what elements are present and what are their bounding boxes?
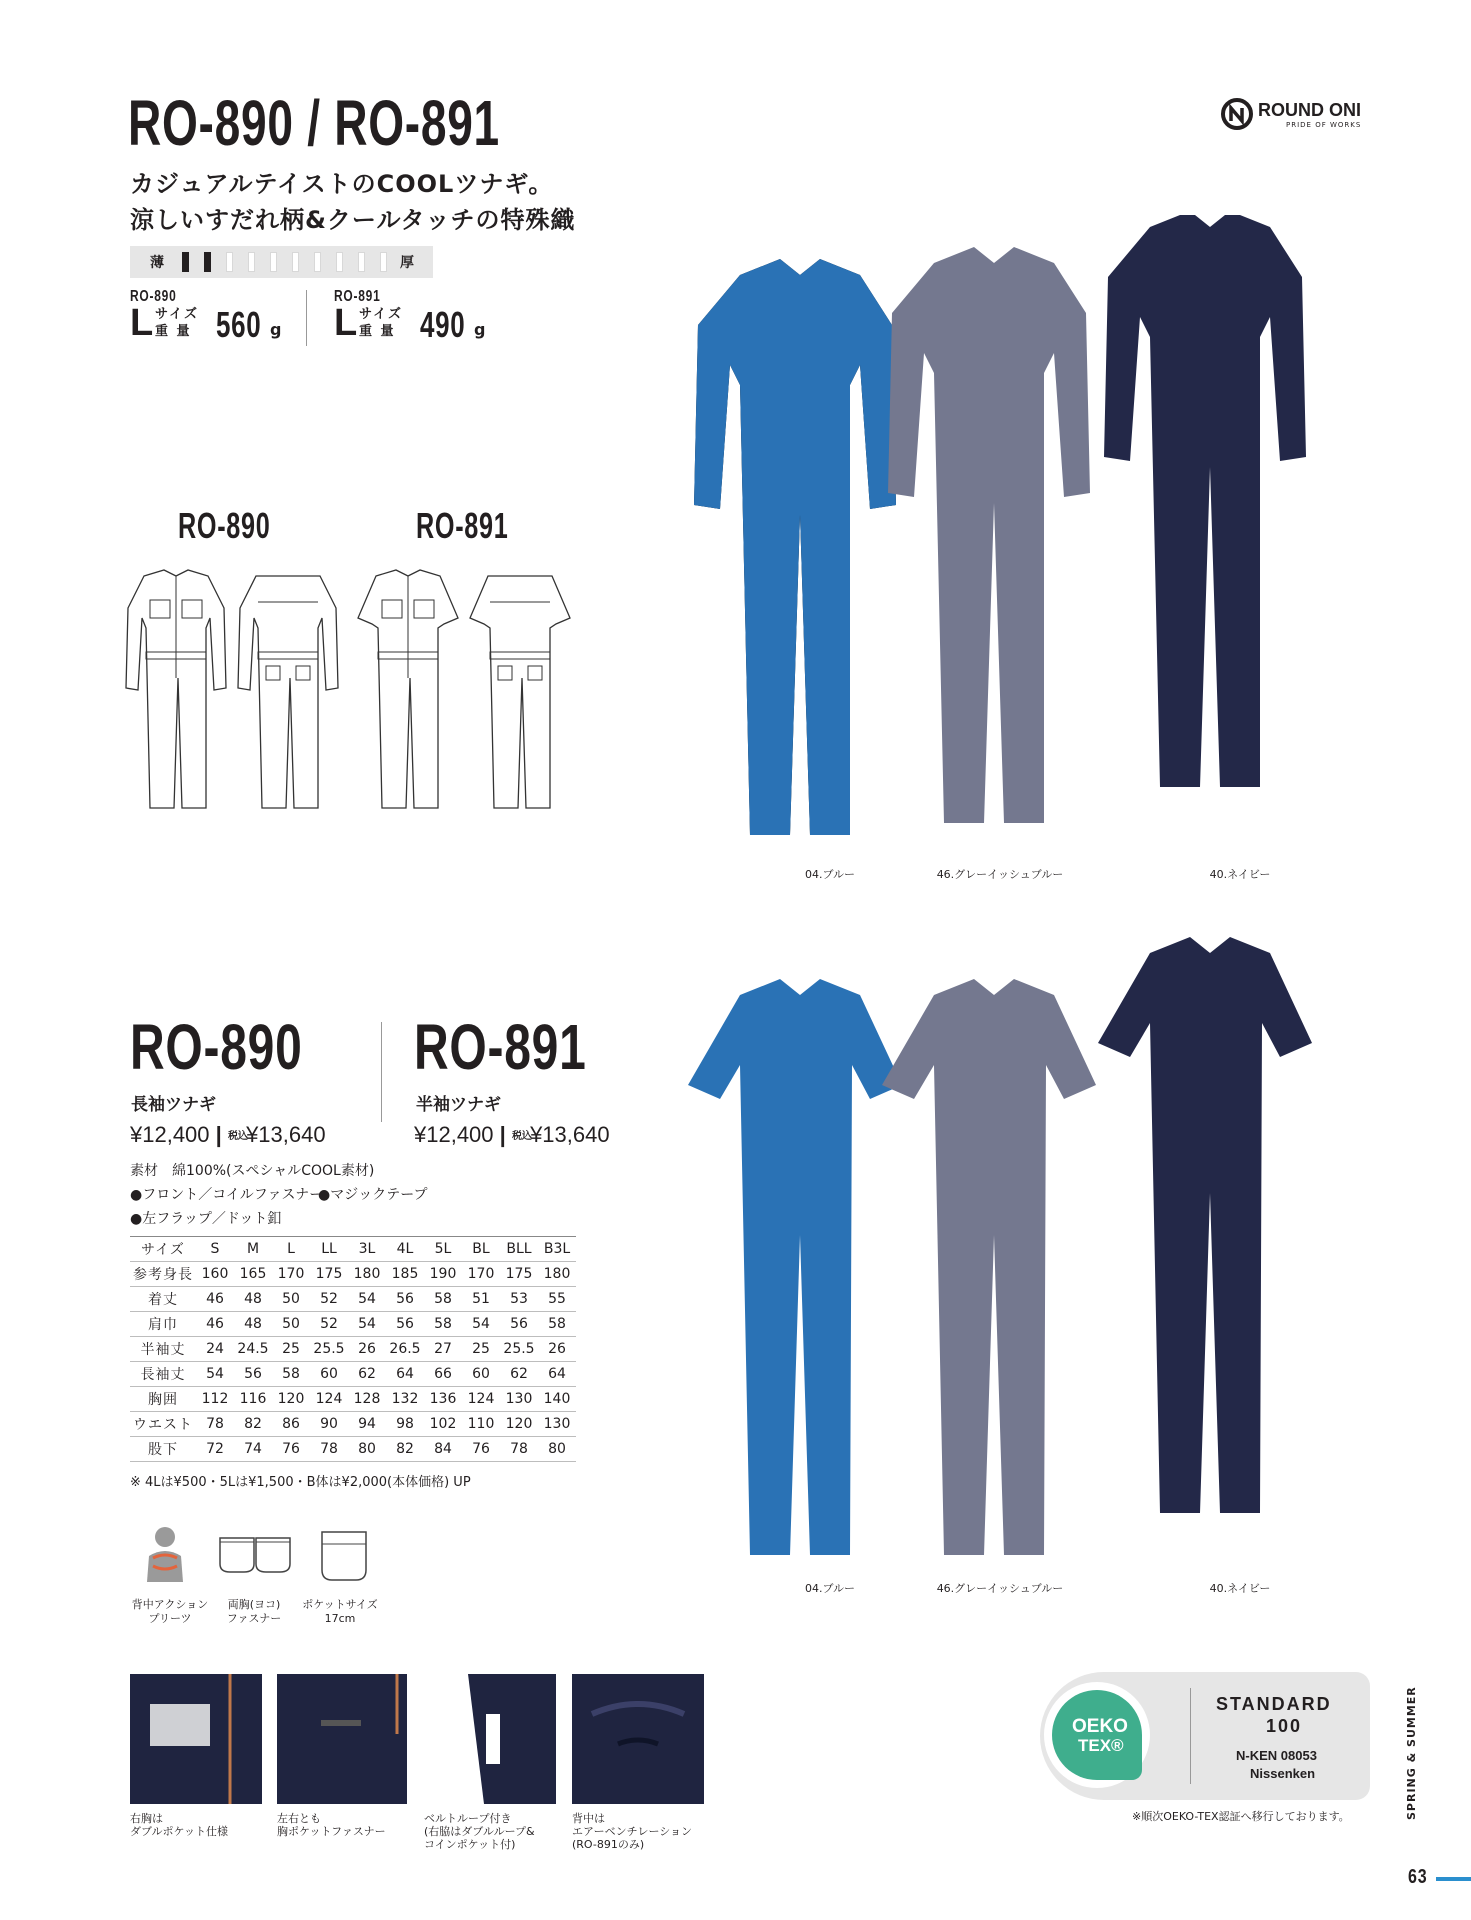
weight-size-label: サイズ [155,307,199,322]
detail-photo-back-vent [572,1674,704,1804]
size-cell: 48 [234,1312,272,1337]
oeko-standard: STANDARD [1216,1694,1332,1714]
size-cell: 130 [538,1412,576,1437]
season-label: SPRING & SUMMER [1405,1686,1418,1820]
weight-label: 重 量 [155,324,192,339]
oeko-note: ※順次OEKO-TEX認証へ移行しております。 [1132,1810,1350,1823]
size-cell: 170 [272,1262,310,1287]
size-cell: 90 [310,1412,348,1437]
tagline-1: カジュアルテイストのCOOLツナギ。 [130,170,554,198]
size-cell: 50 [272,1312,310,1337]
size-cell: 60 [310,1362,348,1387]
size-cell: 82 [386,1437,424,1462]
oeko-code: N-KEN 08053 [1236,1748,1317,1763]
color-caption: 04.ブルー [804,1582,856,1595]
coverall-short-blue [688,979,902,1555]
size-row-label: 長袖丈 [130,1362,196,1387]
size-cell: 64 [538,1362,576,1387]
oeko-standard-number: 100 [1266,1716,1303,1736]
coverall-long-blue [694,259,896,835]
feature-caption-zipper: 両胸(ヨコ) ファスナー [226,1598,282,1625]
oeko-institute: Nissenken [1250,1766,1316,1781]
size-cell: BL [462,1237,500,1262]
product-photos-short-sleeve [670,935,1400,1585]
product-divider [381,1022,382,1122]
weight-model: RO-890 [130,288,177,305]
logo-text: ROUND ONI [1258,100,1361,120]
size-cell: 165 [234,1262,272,1287]
price-tax: ¥13,640 [246,1122,326,1147]
size-cell: 25.5 [500,1337,538,1362]
weight-size-label: サイズ [359,307,403,322]
weight-unit: g [474,320,486,339]
size-cell: 78 [500,1437,538,1462]
size-cell: 120 [500,1412,538,1437]
size-cell: 84 [424,1437,462,1462]
size-table-row [130,1437,576,1462]
flat-sketches [114,568,584,818]
sketch-label-ro891: RO-891 [416,505,509,546]
size-cell: 54 [462,1312,500,1337]
coverall-short-navy [1098,937,1312,1513]
sketch-label-ro890: RO-890 [178,505,271,546]
size-cell: 80 [538,1437,576,1462]
pocket-size-icon [318,1530,370,1582]
oeko-mark-text-2: TEX® [1078,1736,1124,1755]
size-cell: 58 [424,1312,462,1337]
oeko-tex-badge [1040,1672,1370,1800]
size-cell: 185 [386,1262,424,1287]
feature-caption-pocket-size: ポケットサイズ 17cm [302,1598,378,1625]
coverall-long-greyish-blue [888,247,1090,823]
size-cell: 62 [348,1362,386,1387]
size-cell: 136 [424,1387,462,1412]
size-cell: 51 [462,1287,500,1312]
size-cell: 78 [196,1412,234,1437]
size-table-header [130,1237,576,1262]
size-cell: 24.5 [234,1337,272,1362]
size-row-label: ウエスト [130,1412,196,1437]
size-cell: 175 [500,1262,538,1287]
size-cell: 128 [348,1387,386,1412]
size-cell: LL [310,1237,348,1262]
weight-divider [306,290,307,346]
ro891-front-sketch [358,570,458,808]
size-cell: 56 [234,1362,272,1387]
product-name-ro891: 半袖ツナギ [416,1095,501,1115]
thickness-segment [292,252,299,272]
detail-caption-chest-pocket: 右胸は ダブルポケット仕様 [130,1812,229,1838]
page-number-accent [1436,1877,1471,1881]
ro891-back-sketch [470,576,570,808]
size-cell: B3L [538,1237,576,1262]
size-cell: 120 [272,1387,310,1412]
size-cell: S [196,1237,234,1262]
size-row-label: 胸囲 [130,1387,196,1412]
size-cell: 175 [310,1262,348,1287]
weight-model: RO-891 [334,288,381,305]
size-table-row [130,1412,576,1437]
size-table-row [130,1262,576,1287]
size-row-label: 半袖丈 [130,1337,196,1362]
weight-value: 560 [216,304,262,345]
thickness-segment [314,252,321,272]
size-cell: 56 [386,1287,424,1312]
oeko-mark-text-1: OEKO [1072,1716,1128,1737]
weight-size: L [130,302,154,344]
size-cell: 58 [424,1287,462,1312]
size-table-row [130,1312,576,1337]
product-photos-long-sleeve [670,215,1400,850]
size-cell: 46 [196,1312,234,1337]
size-cell: 110 [462,1412,500,1437]
size-cell: 54 [348,1287,386,1312]
size-cell: BLL [500,1237,538,1262]
size-cell: 25 [272,1337,310,1362]
thickness-segment [226,252,233,272]
brand-logo [1220,97,1380,137]
tax-label: 税込 [227,1130,248,1142]
price-tax: ¥13,640 [530,1122,610,1147]
size-cell: 48 [234,1287,272,1312]
double-zipper-pocket-icon [218,1534,292,1574]
size-cell: 52 [310,1312,348,1337]
size-cell: 132 [386,1387,424,1412]
detail-caption-zipper-pocket: 左右とも 胸ポケットファスナー [277,1812,386,1838]
product-model-ro891: RO-891 [414,1011,587,1083]
size-cell: 4L [386,1237,424,1262]
size-cell: 94 [348,1412,386,1437]
ro890-back-sketch [238,576,338,808]
size-cell: 116 [234,1387,272,1412]
size-cell: 82 [234,1412,272,1437]
color-caption: 04.ブルー [804,868,856,881]
size-cell: 98 [386,1412,424,1437]
size-row-label: 着丈 [130,1287,196,1312]
size-cell: 54 [196,1362,234,1387]
size-cell: 26 [538,1337,576,1362]
size-cell: L [272,1237,310,1262]
size-table-row [130,1387,576,1412]
detail-photo-belt-loop [424,1674,556,1804]
detail-caption-back-vent: 背中は エアーベンチレーション (RO-891のみ) [572,1812,693,1851]
size-cell: 54 [348,1312,386,1337]
color-caption: 40.ネイビー [1209,1582,1271,1595]
size-cell: 64 [386,1362,424,1387]
page-number: 63 [1408,1866,1428,1888]
size-cell: 124 [462,1387,500,1412]
size-cell: 26 [348,1337,386,1362]
size-table [130,1236,576,1462]
size-cell: 86 [272,1412,310,1437]
size-cell: 58 [538,1312,576,1337]
size-note: ※ 4Lは¥500・5Lは¥1,500・B体は¥2,000(本体価格) UP [130,1475,471,1490]
size-row-label: 参考身長 [130,1262,196,1287]
color-caption: 46.グレーイッシュブルー [936,868,1064,881]
size-cell: 130 [500,1387,538,1412]
size-cell: 24 [196,1337,234,1362]
size-cell: 25 [462,1337,500,1362]
thickness-segment [380,252,387,272]
size-cell: 46 [196,1287,234,1312]
size-cell: 56 [500,1312,538,1337]
coverall-short-greyish-blue [882,979,1096,1555]
size-cell: 25.5 [310,1337,348,1362]
size-cell: 80 [348,1437,386,1462]
weight-block-ro891 [334,288,494,348]
weight-value: 490 [420,304,466,345]
thickness-scale [130,246,433,278]
product-model-ro890: RO-890 [130,1011,303,1083]
logo-subtext: PRIDE OF WORKS [1286,121,1362,129]
oeko-divider [1190,1688,1191,1784]
weight-size: L [334,302,358,344]
size-table-row [130,1287,576,1312]
size-row-label: 股下 [130,1437,196,1462]
detail-caption-belt-loop: ベルトループ付き (右脇はダブルループ& コインポケット付) [424,1812,535,1851]
tax-label: 税込 [511,1130,532,1142]
size-cell: 58 [272,1362,310,1387]
size-cell: 50 [272,1287,310,1312]
size-cell: 180 [348,1262,386,1287]
spec-feature-flap: ●左フラップ／ドット釦 [130,1211,282,1227]
color-caption: 46.グレーイッシュブルー [936,1582,1064,1595]
size-cell: 26.5 [386,1337,424,1362]
size-cell: 60 [462,1362,500,1387]
page-title: RO-890 / RO-891 [128,87,500,159]
size-cell: 160 [196,1262,234,1287]
spec-feature-velcro: ●マジックテープ [318,1187,428,1203]
size-cell: 78 [310,1437,348,1462]
thickness-segment [182,252,189,272]
thickness-segment [270,252,277,272]
thickness-segment [248,252,255,272]
price: ¥12,400 [130,1122,210,1147]
product-price-ro890: ¥12,400 | 税込 ¥13,640 [130,1122,326,1147]
ro890-front-sketch [126,570,226,808]
size-cell: 56 [386,1312,424,1337]
size-cell: 66 [424,1362,462,1387]
coverall-long-navy [1104,215,1306,787]
spec-material: 素材 綿100%(スペシャルCOOL素材) [130,1163,375,1179]
size-cell: 112 [196,1387,234,1412]
color-caption: 40.ネイビー [1209,868,1271,881]
feature-caption-pleats: 背中アクション プリーツ [131,1598,209,1625]
size-cell: 62 [500,1362,538,1387]
size-cell: 53 [500,1287,538,1312]
spec-feature-front: ●フロント／コイルファスナー [130,1187,324,1203]
size-table-row [130,1362,576,1387]
size-cell: 52 [310,1287,348,1312]
tagline-2: 涼しいすだれ柄&クールタッチの特殊織 [130,206,576,234]
size-cell: 170 [462,1262,500,1287]
back-pleats-icon [145,1526,185,1582]
size-cell: 180 [538,1262,576,1287]
size-cell: 140 [538,1387,576,1412]
size-cell: 124 [310,1387,348,1412]
detail-photo-chest-pocket [130,1674,262,1804]
size-cell: M [234,1237,272,1262]
detail-photo-zipper-pocket [277,1674,407,1804]
size-cell: 5L [424,1237,462,1262]
size-cell: 72 [196,1437,234,1462]
round-oni-logo-icon [1220,97,1254,131]
size-cell: 27 [424,1337,462,1362]
thick-label: 厚 [400,255,414,271]
size-cell: 190 [424,1262,462,1287]
size-row-label: サイズ [130,1237,196,1262]
product-price-ro891: ¥12,400 | 税込 ¥13,640 [414,1122,610,1147]
weight-unit: g [270,320,282,339]
thickness-segment [358,252,365,272]
size-cell: 3L [348,1237,386,1262]
thickness-segment [204,252,211,272]
size-row-label: 肩巾 [130,1312,196,1337]
thickness-segment [336,252,343,272]
size-cell: 74 [234,1437,272,1462]
size-cell: 76 [272,1437,310,1462]
price: ¥12,400 [414,1122,494,1147]
size-cell: 102 [424,1412,462,1437]
weight-block-ro890 [130,288,290,348]
size-table-row [130,1337,576,1362]
size-cell: 55 [538,1287,576,1312]
size-cell: 76 [462,1437,500,1462]
product-name-ro890: 長袖ツナギ [131,1095,216,1115]
weight-label: 重 量 [359,324,396,339]
thin-label: 薄 [150,255,164,271]
